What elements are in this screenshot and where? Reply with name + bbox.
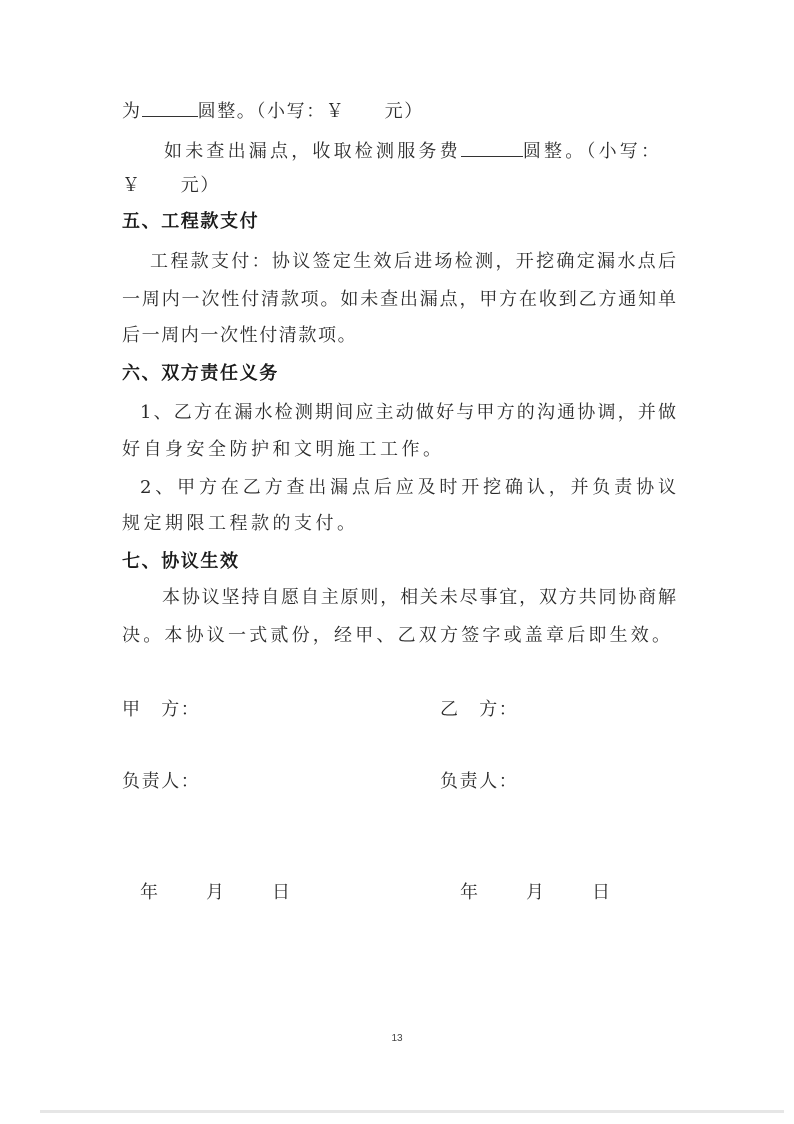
text: ￥ 元） xyxy=(122,175,220,196)
section-heading-6: 六、双方责任义务 xyxy=(122,363,279,384)
section-heading-7: 七、协议生效 xyxy=(122,551,240,572)
paragraph-line: 1、乙方在漏水检测期间应主动做好与甲方的沟通协调，并做 xyxy=(140,402,676,423)
date-a: 年 月 日 xyxy=(140,882,294,903)
paragraph-line: 决。本协议一式贰份，经甲、乙双方签字或盖章后即生效。 xyxy=(122,625,674,646)
paragraph-line: 规定期限工程款的支付。 xyxy=(122,513,359,534)
page-edge xyxy=(40,1110,784,1113)
text: 为 xyxy=(122,101,142,122)
text: 圆整。（小写：￥ 元） xyxy=(197,101,424,122)
paragraph-line: 工程款支付：协议签定生效后进场检测，开挖确定漏水点后 xyxy=(150,251,676,272)
date-b: 年 月 日 xyxy=(460,882,614,903)
text: 圆整。（小写： xyxy=(522,141,663,162)
amount-line xyxy=(122,100,424,124)
page-number: 13 xyxy=(391,1033,403,1044)
paragraph-line: 好自身安全防护和文明施工工作。 xyxy=(122,439,445,460)
party-a-label: 甲 方： xyxy=(122,699,201,720)
paragraph-line: 2、甲方在乙方查出漏点后应及时开挖确认，并负责协议 xyxy=(140,477,676,498)
responsible-a-label: 负责人： xyxy=(122,771,201,792)
responsible-b-label: 负责人： xyxy=(440,771,519,792)
paragraph-line: 一周内一次性付清款项。如未查出漏点，甲方在收到乙方通知单 xyxy=(122,289,676,310)
amount-blank xyxy=(142,100,198,117)
section-heading-5: 五、工程款支付 xyxy=(122,211,260,232)
fee-line xyxy=(164,140,662,164)
paragraph-line: 本协议坚持自愿自主原则，相关未尽事宜，双方共同协商解 xyxy=(162,587,676,608)
party-b-label: 乙 方： xyxy=(440,699,519,720)
fee-blank xyxy=(461,140,523,157)
text: 如未查出漏点，收取检测服务费 xyxy=(164,141,461,162)
paragraph-line: 后一周内一次性付清款项。 xyxy=(122,325,358,346)
